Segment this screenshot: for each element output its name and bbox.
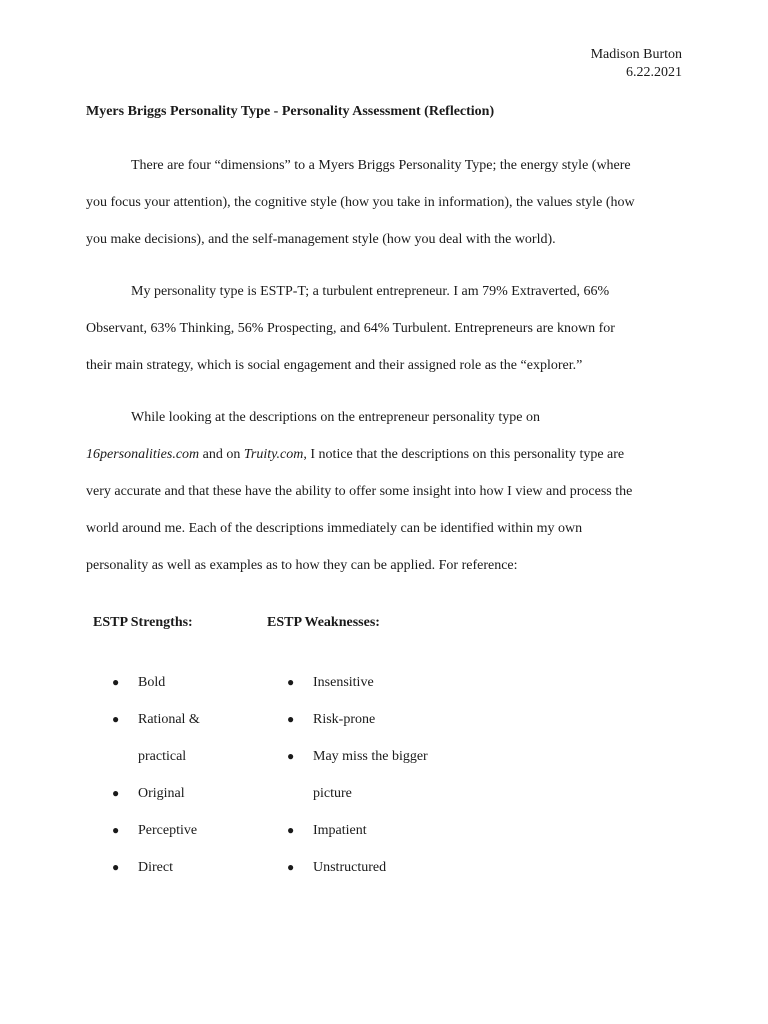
bullet-icon: ● (112, 712, 120, 726)
list-item: ● Direct (112, 849, 200, 886)
paragraph-personality-type (86, 273, 686, 384)
bullet-icon: ● (112, 860, 120, 874)
strengths-list (112, 664, 200, 886)
paragraph-descriptions (86, 399, 686, 584)
connector-text: , I notice that the descriptions on this personality type are (303, 447, 625, 462)
list-item: ● Original (112, 775, 200, 812)
list-item: ● May miss the bigger (287, 738, 428, 775)
paragraph-line (86, 436, 686, 473)
bullet-icon: ● (287, 675, 295, 689)
list-item-continuation: picture (313, 786, 352, 801)
bullet-icon: ● (287, 823, 295, 837)
list-item: ● Insensitive (287, 664, 428, 701)
paragraph-line: There are four “dimensions” to a Myers Briggs Personality Type; the energy style (where (131, 158, 631, 173)
bullet-icon: ● (112, 823, 120, 837)
list-item: ● Impatient (287, 812, 428, 849)
bullet-icon: ● (287, 860, 295, 874)
document-title: Myers Briggs Personality Type - Personality Assessment (Reflection) (86, 104, 495, 119)
weaknesses-list (287, 664, 428, 886)
author-name: Madison Burton (590, 47, 682, 62)
strengths-heading: ESTP Strengths: (93, 615, 193, 630)
paragraph-line: personality as well as examples as to how they can be applied. For reference: (86, 558, 518, 573)
connector-text: and on (199, 447, 244, 462)
list-item-continuation: practical (138, 749, 187, 764)
weaknesses-heading: ESTP Weaknesses: (267, 615, 380, 630)
list-item: ● Perceptive (112, 812, 200, 849)
bullet-icon: ● (287, 749, 295, 763)
paragraph-dimensions (86, 147, 686, 258)
paragraph-line: world around me. Each of the descriptions immediately can be identified within my own (86, 521, 583, 536)
paragraph-line: My personality type is ESTP-T; a turbulent entrepreneur. I am 79% Extraverted, 66% (131, 284, 610, 299)
list-item: ● Unstructured (287, 849, 428, 886)
list-item: ● Risk-prone (287, 701, 428, 738)
list-item: ● Rational & (112, 701, 200, 738)
site-truity: Truity.com (243, 447, 304, 462)
bullet-icon: ● (112, 675, 120, 689)
paragraph-line: their main strategy, which is social engagement and their assigned role as the “explorer.” (86, 358, 583, 373)
paragraph-line: While looking at the descriptions on the entrepreneur personality type on (131, 410, 540, 425)
paragraph-line: Observant, 63% Thinking, 56% Prospecting, and 64% Turbulent. Entrepreneurs are known for (86, 321, 615, 336)
bullet-icon: ● (287, 712, 295, 726)
paragraph-line: you focus your attention), the cognitive style (how you take in information), the values style (how (86, 195, 635, 210)
paragraph-line: you make decisions), and the self-management style (how you deal with the world). (86, 232, 556, 247)
site-16personalities: 16personalities.com (86, 447, 200, 462)
list-item: ● Bold (112, 664, 200, 701)
document-date: 6.22.2021 (626, 65, 682, 80)
bullet-icon: ● (112, 786, 120, 800)
paragraph-line: very accurate and that these have the ability to offer some insight into how I view and process the (86, 484, 633, 499)
document-header (591, 46, 682, 82)
